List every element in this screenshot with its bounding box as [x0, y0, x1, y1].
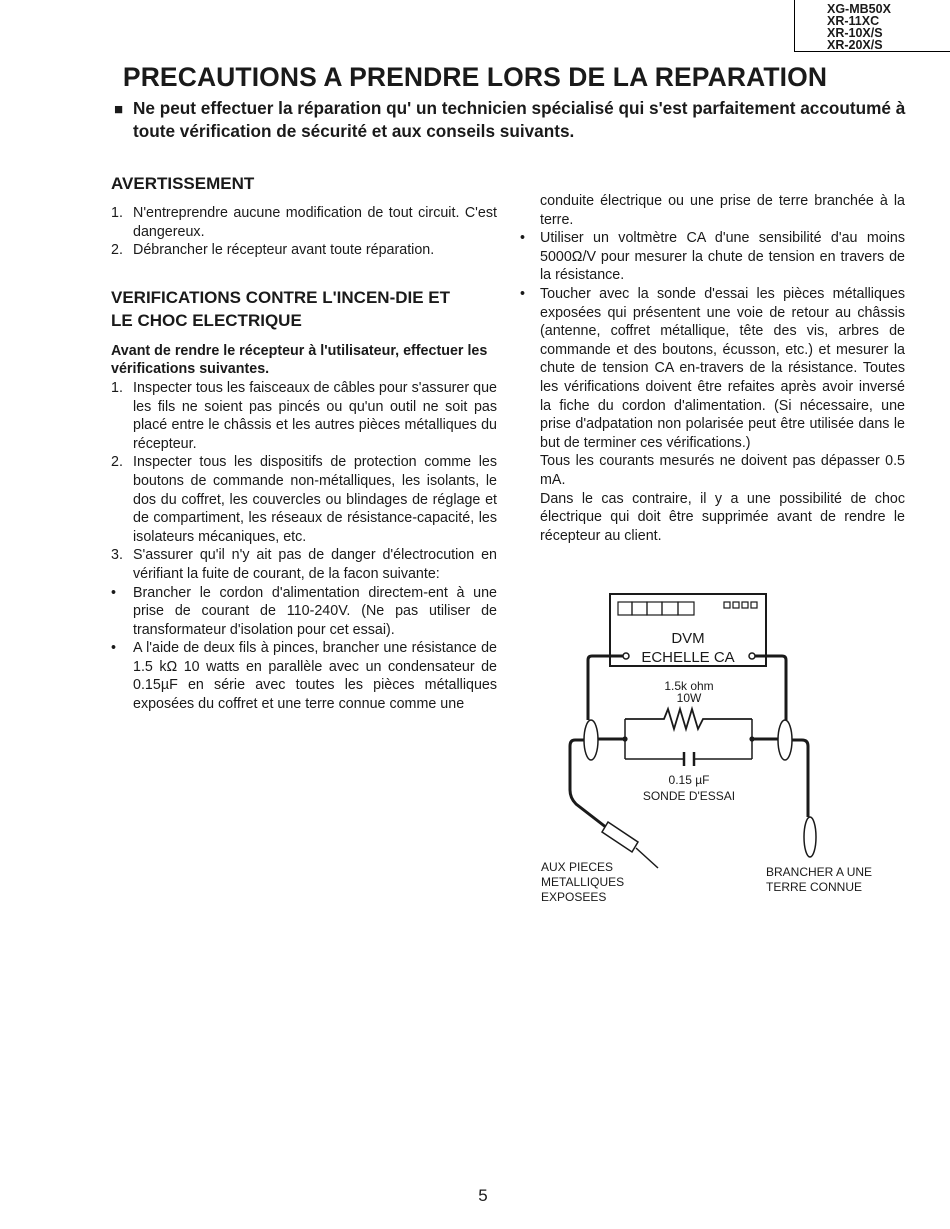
model-name: XG-MB50X — [827, 2, 891, 16]
resistor-label: 1.5k ohm — [664, 679, 714, 693]
checks-heading — [111, 286, 497, 332]
item-text: Toucher avec la sonde d'essai les pièces métalliques exposées qui présentent une voie de retour au châssis (antenne, coffret métallique, tête des vis, arbres de commande et des boutons, écusson, etc.) et mesurer la chute de tension CA en-travers de la résistance. Toutes les vérifications doivent être refaites après avoir inversé la fiche du cordon d'alimentation. (Si nécessaire, une prise d'adpatation non polarisée peut être utilisée dans le but de terminer ces vérifications.) — [540, 285, 905, 451]
model-list — [794, 0, 950, 52]
model-name: XR-11XC — [827, 14, 880, 28]
probe-label: SONDE D'ESSAI — [642, 789, 736, 803]
item-text: Inspecter tous les faisceaux de câbles pour s'assurer que les fils ne soient pas pincés ou qu'un outil ne soit pas placé entre le châssis et les autres pièces métalliques du récepteur. — [133, 379, 497, 452]
model-name: XR-20X/S — [827, 38, 883, 52]
meter-terminal — [623, 653, 629, 659]
item-text: Débrancher le récepteur avant toute réparation. — [133, 242, 435, 259]
item-text: S'assurer qu'il n'y ait pas de danger d'électrocution en vérifiant la fuite de courant, de la facon suivante: — [133, 547, 497, 582]
right-callout-label: TERRE CONNUE — [766, 880, 863, 894]
continued-text: conduite électrique ou une prise de terre branchée à la terre. — [540, 193, 905, 228]
checks-lead: Avant de rendre le récepteur à l'utilisateur, effectuer les vérifications suivantes. — [111, 342, 488, 378]
list-item — [111, 639, 497, 713]
capacitor-plate — [684, 752, 694, 766]
junction-dot — [622, 736, 627, 741]
meter-button — [724, 602, 730, 608]
probe-tip — [636, 848, 658, 868]
junction-dot — [749, 736, 754, 741]
left-callout-label: METALLIQUES — [541, 875, 625, 889]
list-item — [520, 285, 905, 452]
page-number: 5 — [478, 1186, 488, 1205]
item-text: Utiliser un voltmètre CA d'une sensibilité d'au moins 5000Ω/V pour mesurer la chute de tension en travers de la résistance. — [540, 230, 905, 284]
bullet-mark: • — [520, 285, 526, 302]
meter-label: DVM — [671, 630, 705, 647]
item-number: 2. — [111, 242, 123, 259]
page-title: PRECAUTIONS A PRENDRE LORS DE LA REPARATION — [122, 62, 828, 92]
list-item — [111, 379, 497, 453]
leakage-test-diagram — [530, 585, 910, 915]
meter-display-segment — [632, 602, 647, 615]
meter-display-segment — [618, 602, 632, 615]
bullet-mark: • — [111, 640, 117, 657]
item-text: Brancher le cordon d'alimentation directem-ent à une prise de courant de 110-240V. (Ne pas utiliser de transformateur d'isolation pour cet essai). — [133, 584, 497, 638]
right-clip — [778, 720, 792, 760]
list-item — [111, 241, 497, 260]
closing-text: Dans le cas contraire, il y a une possibilité de choc électrique qui doit être supprimée avant de rendre le récepteur au client. — [540, 490, 905, 544]
checks-heading-line: VERIFICATIONS CONTRE L'INCEN-DIE ET — [111, 287, 451, 307]
meter-button — [733, 602, 739, 608]
meter-terminal — [749, 653, 755, 659]
ground-cable — [792, 740, 808, 817]
right-callout-label: BRANCHER A UNE — [766, 865, 873, 879]
meter-label: ECHELLE CA — [641, 649, 735, 666]
capacitor-label: 0.15 µF — [668, 773, 710, 787]
resistor-label: 10W — [676, 691, 702, 705]
meter-button — [751, 602, 757, 608]
meter-button — [742, 602, 748, 608]
ground-clip — [804, 817, 816, 857]
item-text: A l'aide de deux fils à pinces, brancher une résistance de 1.5 kΩ 10 watts en parallèle avec un condensateur de 0.15µF en série avec toutes les pièces métalliques exposées du coffret et une terre connue comme une — [133, 640, 497, 713]
list-item — [111, 546, 497, 583]
left-column — [111, 172, 497, 714]
item-number: 1. — [111, 379, 123, 396]
intro-paragraph — [114, 97, 914, 143]
checks-heading-line: LE CHOC ELECTRIQUE — [111, 310, 302, 330]
list-item — [111, 584, 497, 640]
model-name: XR-10X/S — [827, 26, 883, 40]
resistor-wire — [625, 709, 752, 729]
item-text: Inspecter tous les dispositifs de protection comme les boutons de commande non-métalliques, les isolants, le dos du coffret, les couvercles ou blindages de réglage et de compartiment, les réseaux de résistance-capacité, les isolateurs mécaniques, etc. — [133, 454, 497, 545]
closing-text: Tous les courants mesurés ne doivent pas dépasser 0.5 mA. — [540, 453, 905, 488]
parallel-network — [625, 719, 752, 759]
item-number: 1. — [111, 205, 123, 221]
item-number: 3. — [111, 547, 123, 564]
bullet-mark: • — [520, 230, 526, 247]
list-item — [111, 453, 497, 546]
item-number: 2. — [111, 454, 123, 471]
warning-heading: AVERTISSEMENT — [111, 174, 255, 193]
left-clip — [584, 720, 598, 760]
checks-list — [111, 379, 497, 714]
left-callout-label: EXPOSEES — [541, 890, 607, 904]
list-item — [520, 229, 905, 285]
intro-text: Ne peut effectuer la réparation qu' un technicien spécialisé qui s'est parfaitement accoutumé à toute vérification de sécurité et aux conseils suivants. — [133, 98, 906, 141]
meter-display-segment — [662, 602, 678, 615]
bullet-mark: • — [111, 584, 117, 601]
warning-list — [111, 204, 497, 260]
left-callout-label: AUX PIECES — [541, 860, 614, 874]
meter-display-segment — [647, 602, 662, 615]
list-item — [111, 204, 497, 241]
right-column — [520, 192, 905, 545]
item-text: N'entreprendre aucune modification de tout circuit. C'est dangereux. — [133, 205, 497, 240]
test-probe — [602, 822, 638, 852]
meter-display-segment — [678, 602, 694, 615]
square-bullet-icon: ■ — [114, 101, 124, 118]
